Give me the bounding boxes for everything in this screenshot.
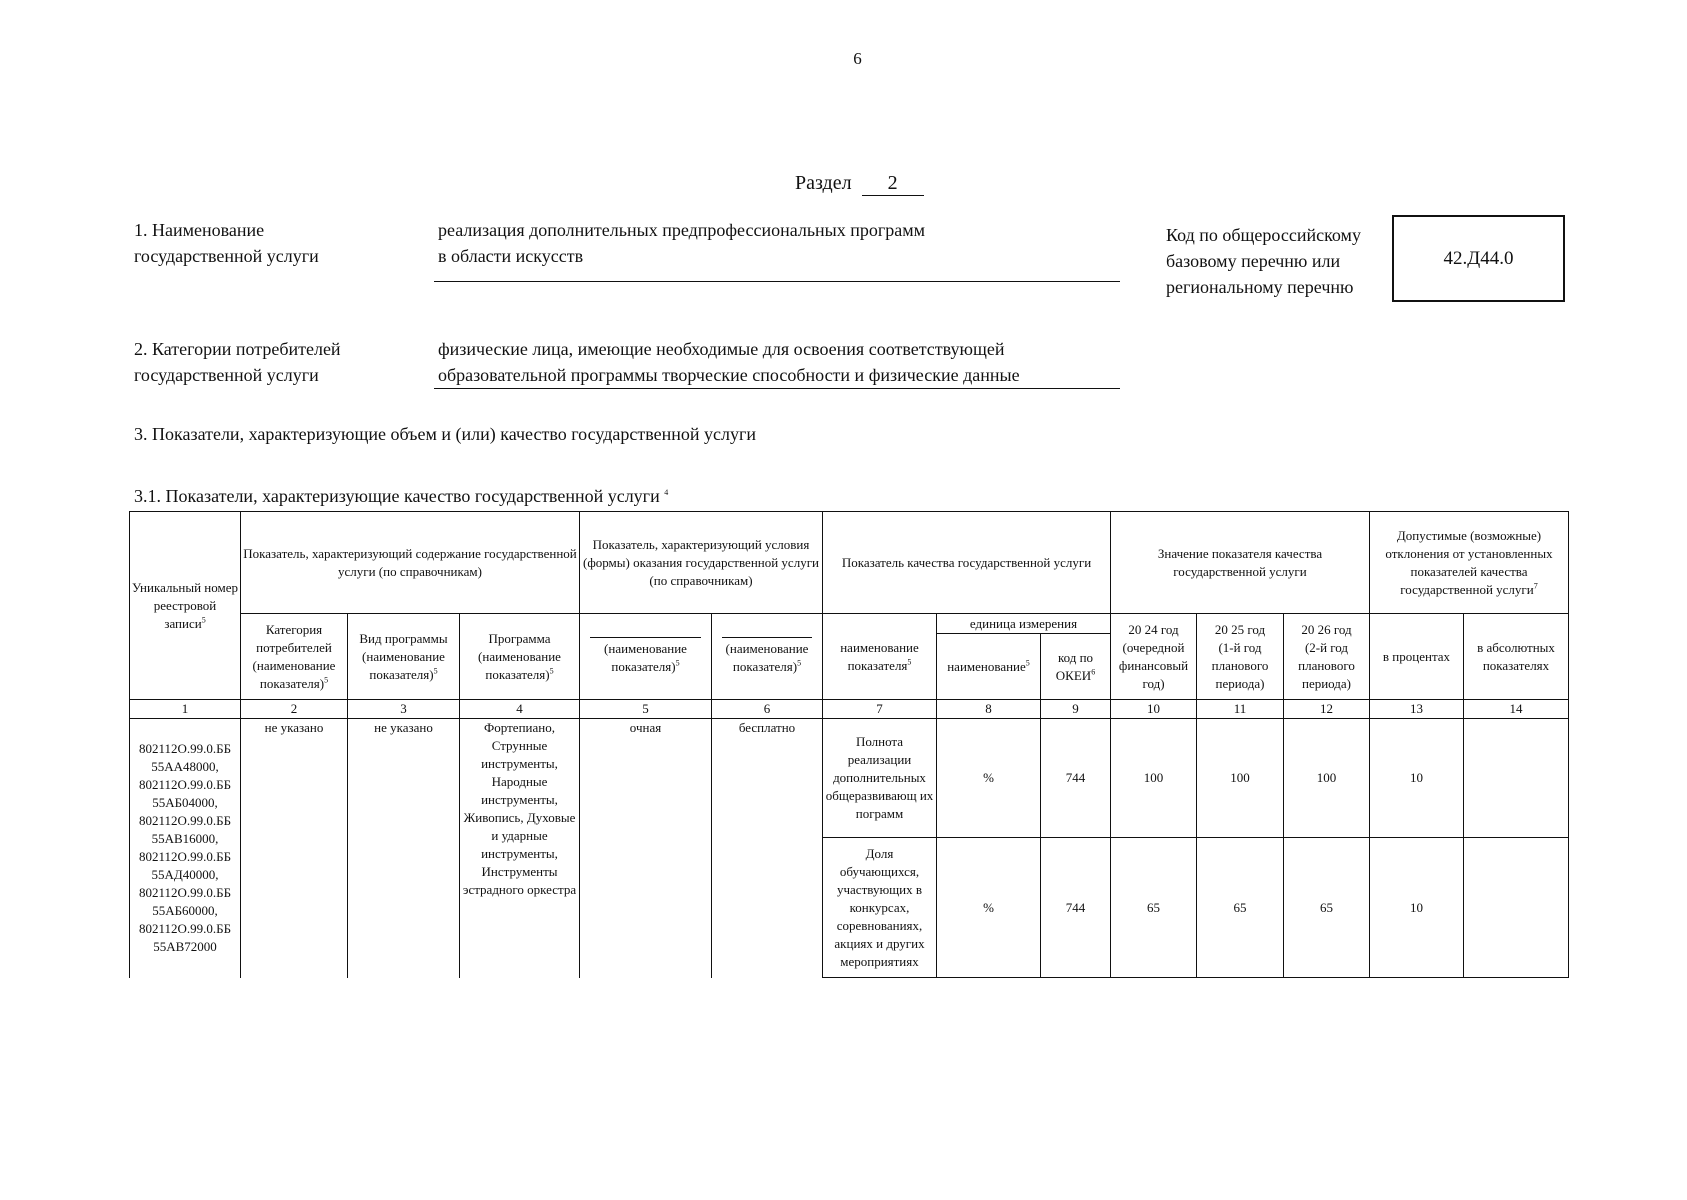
indicator-name: Полнота реализации дополнительных общеразвивающ их пограмм — [823, 719, 937, 838]
header-indicator-name: наименование показателя$^5$ — [823, 614, 937, 700]
year-2-value: 65 — [1197, 838, 1284, 978]
year-3-value: 65 — [1284, 838, 1370, 978]
service-name-label: 1. Наименование государственной услуги — [134, 220, 319, 266]
consumers-label: 2. Категории потребителей государственной услуги — [134, 339, 341, 385]
header-okei: код по ОКЕИ$^6$ — [1041, 634, 1111, 700]
header-conditions: Показатель, характеризующий условия (формы) оказания государственной услуги (по справочникам) — [580, 512, 823, 614]
consumers-value: физические лица, имеющие необходимые для освоения соответствующей образовательной программы творческие способности и физические данные — [438, 339, 1020, 385]
service-name-underline — [434, 281, 1120, 282]
header-values: Значение показателя качества государственной услуги — [1111, 512, 1370, 614]
dev-absolute-value — [1464, 838, 1569, 978]
unit-value: % — [937, 719, 1041, 838]
section-number: 2 — [862, 172, 924, 196]
header-year-2: 20 25 год (1-й год планового периода) — [1197, 614, 1284, 700]
header-deviation: Допустимые (возможные) отклонения от установленных показателей качества государственной услуги$^7$ — [1370, 512, 1569, 614]
header-dev-percent: в процентах — [1370, 614, 1464, 700]
program-type-value: не указано — [348, 719, 460, 978]
header-dev-absolute: в абсолютных показателях — [1464, 614, 1569, 700]
header-year-1: 20 24 год (очередной финансовый год) — [1111, 614, 1197, 700]
programs-value: Фортепиано, Струнные инструменты, Народные инструменты, Живопись, Духовые и ударные инструменты, Инструменты эстрадного оркестра — [460, 719, 580, 978]
service-name-value: реализация дополнительных предпрофессиональных программ в области искусств — [438, 220, 926, 266]
code-label: Код по общероссийскому базовому перечню или региональному перечню — [1166, 225, 1361, 297]
section-label: Раздел — [795, 172, 852, 194]
year-3-value: 100 — [1284, 719, 1370, 838]
header-program-type: Вид программы (наименование показателя)$^5$ — [348, 614, 460, 700]
header-content: Показатель, характеризующий содержание государственной услуги (по справочникам) — [241, 512, 580, 614]
column-numbers-row: 1 2 3 4 5 6 7 8 9 10 11 12 13 14 — [130, 700, 1569, 719]
year-2-value: 100 — [1197, 719, 1284, 838]
code-box: 42.Д44.0 — [1392, 215, 1565, 302]
dev-percent-value: 10 — [1370, 719, 1464, 838]
payment-value: бесплатно — [712, 719, 823, 978]
header-quality: Показатель качества государственной услуги — [823, 512, 1111, 614]
consumers-underline — [434, 388, 1120, 389]
header-unit: единица измерения — [937, 614, 1111, 634]
table-row — [130, 719, 1569, 838]
header-condition-1: (наименование показателя)$^5$ — [580, 614, 712, 700]
header-unique-number: Уникальный номер реестровой записи$^5$ — [130, 512, 241, 700]
okei-value: 744 — [1041, 719, 1111, 838]
header-category: Категория потребителей (наименование показателя)$^5$ — [241, 614, 348, 700]
header-program: Программа (наименование показателя)$^5$ — [460, 614, 580, 700]
header-unit-name: наименование$^5$ — [937, 634, 1041, 700]
quality-table — [129, 511, 1569, 978]
okei-value: 744 — [1041, 838, 1111, 978]
form-value: очная — [580, 719, 712, 978]
registry-ids: 802112О.99.0.ББ 55АА48000, 802112О.99.0.ББ 55АБ04000, 802112О.99.0.ББ 55АВ16000, 802112О.99.0.ББ 55АД40000, 802112О.99.0.ББ 55АБ60000, 802112О.99.0.ББ 55АВ72000 — [130, 719, 241, 978]
dev-percent-value: 10 — [1370, 838, 1464, 978]
year-1-value: 100 — [1111, 719, 1197, 838]
indicator-name: Доля обучающихся, участвующих в конкурсах, соревнованиях, акциях и других мероприятиях — [823, 838, 937, 978]
header-year-3: 20 26 год (2-й год планового периода) — [1284, 614, 1370, 700]
year-1-value: 65 — [1111, 838, 1197, 978]
section-heading — [795, 172, 924, 196]
unit-value: % — [937, 838, 1041, 978]
dev-absolute-value — [1464, 719, 1569, 838]
header-condition-2: (наименование показателя)$^5$ — [712, 614, 823, 700]
heading-3: 3. Показатели, характеризующие объем и (или) качество государственной услуги — [134, 424, 756, 444]
category-value: не указано — [241, 719, 348, 978]
page-number: 6 — [853, 49, 862, 68]
heading-3-1: 3.1. Показатели, характеризующие качество государственной услуги $^4$ — [134, 486, 669, 506]
